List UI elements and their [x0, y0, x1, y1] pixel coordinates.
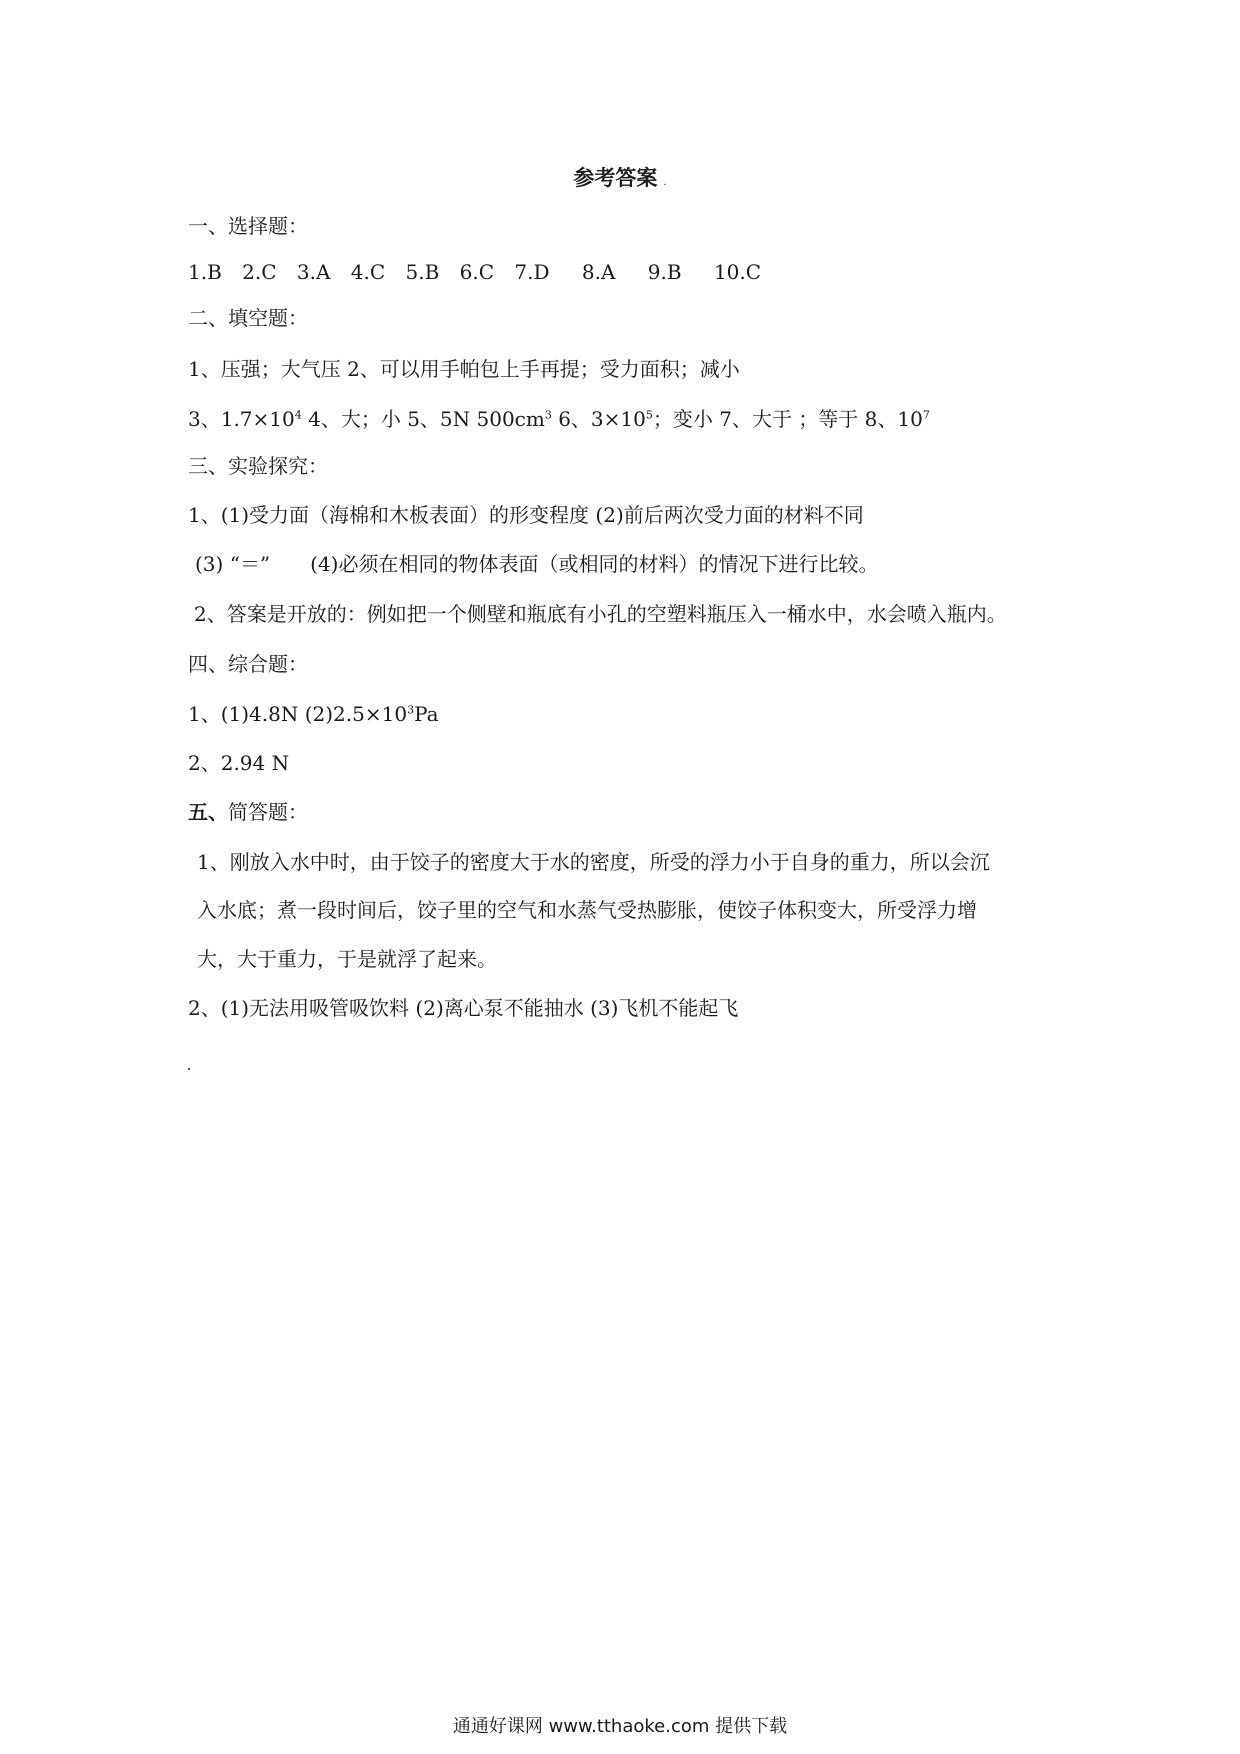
choice-answer: 4.C	[350, 260, 386, 284]
comprehensive-answer-1: 1、(1)4.8N $(2)2.5\times 10^3Pa$	[188, 702, 439, 726]
section-comprehensive-heading: 四、综合题：	[188, 652, 308, 676]
section-experiment-heading: 三、实验探究：	[188, 454, 328, 478]
experiment-answer-1-cont: (3) “＝” (4)必须在相同的物体表面（或相同的材料）的情况下进行比较。	[195, 552, 879, 576]
page-footer: 通通好课网 www.tthaoke.com 提供下载	[452, 1716, 788, 1737]
choice-answer: 2.C	[242, 260, 277, 284]
choice-answer: 3.A	[296, 260, 331, 284]
choice-answer: 10.C	[713, 260, 762, 284]
comprehensive-answer-2: 2、2.94 N	[188, 751, 290, 775]
fill-answer-line-2: 3、$1.7\times 10^4$ 4、大；小 5、5N $500cm^3$ 6、$3\times 10^5$；变小 7、大于 ；等于 8、$10^7$	[188, 407, 930, 431]
section-choice-heading: 一、选择题：	[188, 214, 308, 238]
short-answer-2: 2、(1)无法用吸管吸饮料 (2)离心泵不能抽水 (3)飞机不能起飞	[188, 996, 739, 1020]
short-answer-1-line-2: 入水底；煮一段时间后，饺子里的空气和水蒸气受热膨胀，使饺子体积变大，所受浮力增	[197, 898, 977, 922]
choice-answer: 8.A	[581, 260, 616, 284]
section-fill-heading: 二、填空题：	[188, 306, 308, 330]
scan-speck	[188, 1068, 190, 1070]
page-title: 参考答案 .	[573, 166, 667, 190]
experiment-answer-1: 1、(1)受力面（海棉和木板表面）的形变程度 (2)前后两次受力面的材料不同	[188, 503, 864, 527]
choice-answers	[188, 258, 761, 286]
choice-answer: 1.B	[188, 260, 222, 284]
section-short-answer-heading: 五、简答题：	[188, 800, 308, 824]
choice-answer: 5.B	[405, 260, 440, 284]
experiment-answer-2: 2、答案是开放的：例如把一个侧壁和瓶底有小孔的空塑料瓶压入一桶水中，水会喷入瓶内。	[194, 602, 1007, 626]
fill-answer-line-1: 1、压强；大气压 2、可以用手帕包上手再提；受力面积；减小	[188, 357, 740, 381]
choice-answer: 9.B	[647, 260, 682, 284]
short-answer-1-line-3: 大，大于重力，于是就浮了起来。	[197, 947, 497, 971]
short-answer-1-line-1: 1、刚放入水中时，由于饺子的密度大于水的密度，所受的浮力小于自身的重力，所以会沉	[197, 850, 990, 874]
choice-answer: 6.C	[459, 260, 495, 284]
choice-answer: 7.D	[514, 260, 550, 284]
